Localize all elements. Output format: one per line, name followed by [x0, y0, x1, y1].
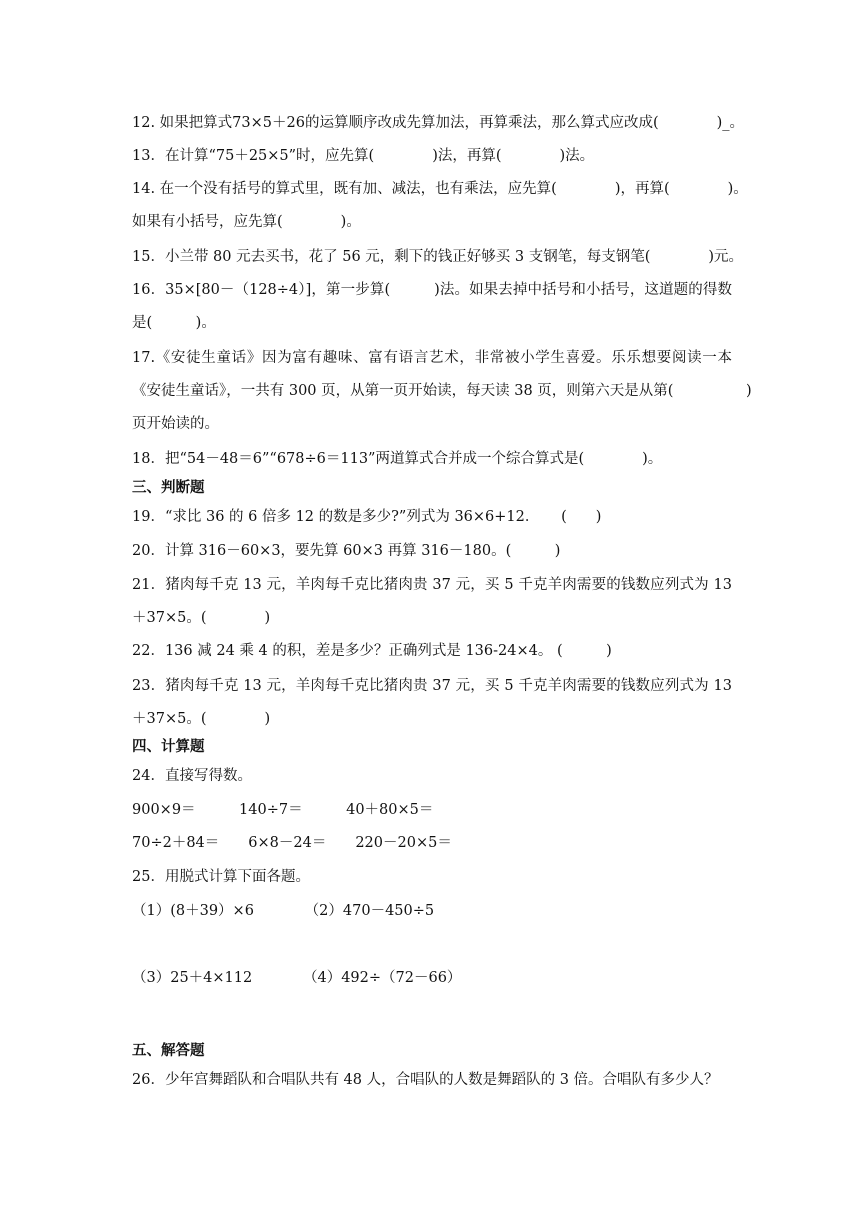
- question-15: 15．小兰带 80 元去买书，花了 56 元，剩下的钱正好够买 3 支钢笔，每支钢笔( )元。: [132, 249, 744, 265]
- question-22: 22．136 减 24 乘 4 的积，差是多少？正确列式是 136-24×4。 ( ): [132, 643, 612, 659]
- section-heading-calc: 四、计算题: [132, 739, 205, 755]
- question-17-line-3: 页开始读的。: [132, 416, 219, 432]
- question-16-line-1: 16．35×[80－（128÷4）]，第一步算( )法。如果去掉中括号和小括号，这道题的得数: [132, 282, 732, 298]
- question-24-row-1: 900×9＝ 140÷7＝ 40＋80×5＝: [132, 802, 434, 818]
- question-25-row-1: （1）(8＋39）×6 （2）470－450÷5: [132, 903, 435, 919]
- question-13: 13．在计算“75＋25×5”时，应先算( )法，再算( )法。: [132, 148, 595, 164]
- question-18: 18．把“54－48＝6”“678÷6＝113”两道算式合并成一个综合算式是( )。: [132, 451, 663, 467]
- question-19: 19．“求比 36 的 6 倍多 12 的数是多少?”列式为 36×6+12． ( ): [132, 509, 602, 525]
- question-24-row-2: 70÷2＋84＝ 6×8－24＝ 220－20×5＝: [132, 835, 452, 851]
- question-17-line-2: 《安徒生童话》，一共有 300 页，从第一页开始读，每天读 38 页，则第六天是从第( ): [132, 383, 752, 399]
- question-14-line-1: 14. 在一个没有括号的算式里，既有加、减法，也有乘法，应先算( )，再算( )。: [132, 181, 748, 197]
- question-21-line-2: ＋37×5。( ): [132, 610, 271, 626]
- question-16-line-2: 是( )。: [132, 315, 216, 331]
- question-14-line-2: 如果有小括号，应先算( )。: [132, 214, 361, 230]
- question-25-row-2: （3）25＋4×112 （4）492÷（72－66）: [132, 970, 462, 986]
- section-heading-judge: 三、判断题: [132, 480, 205, 496]
- question-20: 20．计算 316－60×3，要先算 60×3 再算 316－180。( ): [132, 543, 561, 559]
- question-21-line-1: 21．猪肉每千克 13 元，羊肉每千克比猪肉贵 37 元，买 5 千克羊肉需要的钱数应列式为 13: [132, 577, 732, 593]
- question-25-title: 25．用脱式计算下面各题。: [132, 869, 310, 885]
- question-23-line-1: 23．猪肉每千克 13 元，羊肉每千克比猪肉贵 37 元，买 5 千克羊肉需要的钱数应列式为 13: [132, 678, 732, 694]
- question-12: 12. 如果把算式73×5＋26的运算顺序改成先算加法，再算乘法，那么算式应改成( )_。: [132, 115, 745, 131]
- question-17-line-1: 17.《安徒生童话》因为富有趣味、富有语言艺术，非常被小学生喜爱。乐乐想要阅读一本: [132, 350, 732, 366]
- section-heading-answer: 五、解答题: [132, 1043, 205, 1059]
- question-24-title: 24．直接写得数。: [132, 768, 252, 784]
- question-23-line-2: ＋37×5。( ): [132, 711, 271, 727]
- question-26: 26．少年宫舞蹈队和合唱队共有 48 人，合唱队的人数是舞蹈队的 3 倍。合唱队有多少人？: [132, 1072, 719, 1088]
